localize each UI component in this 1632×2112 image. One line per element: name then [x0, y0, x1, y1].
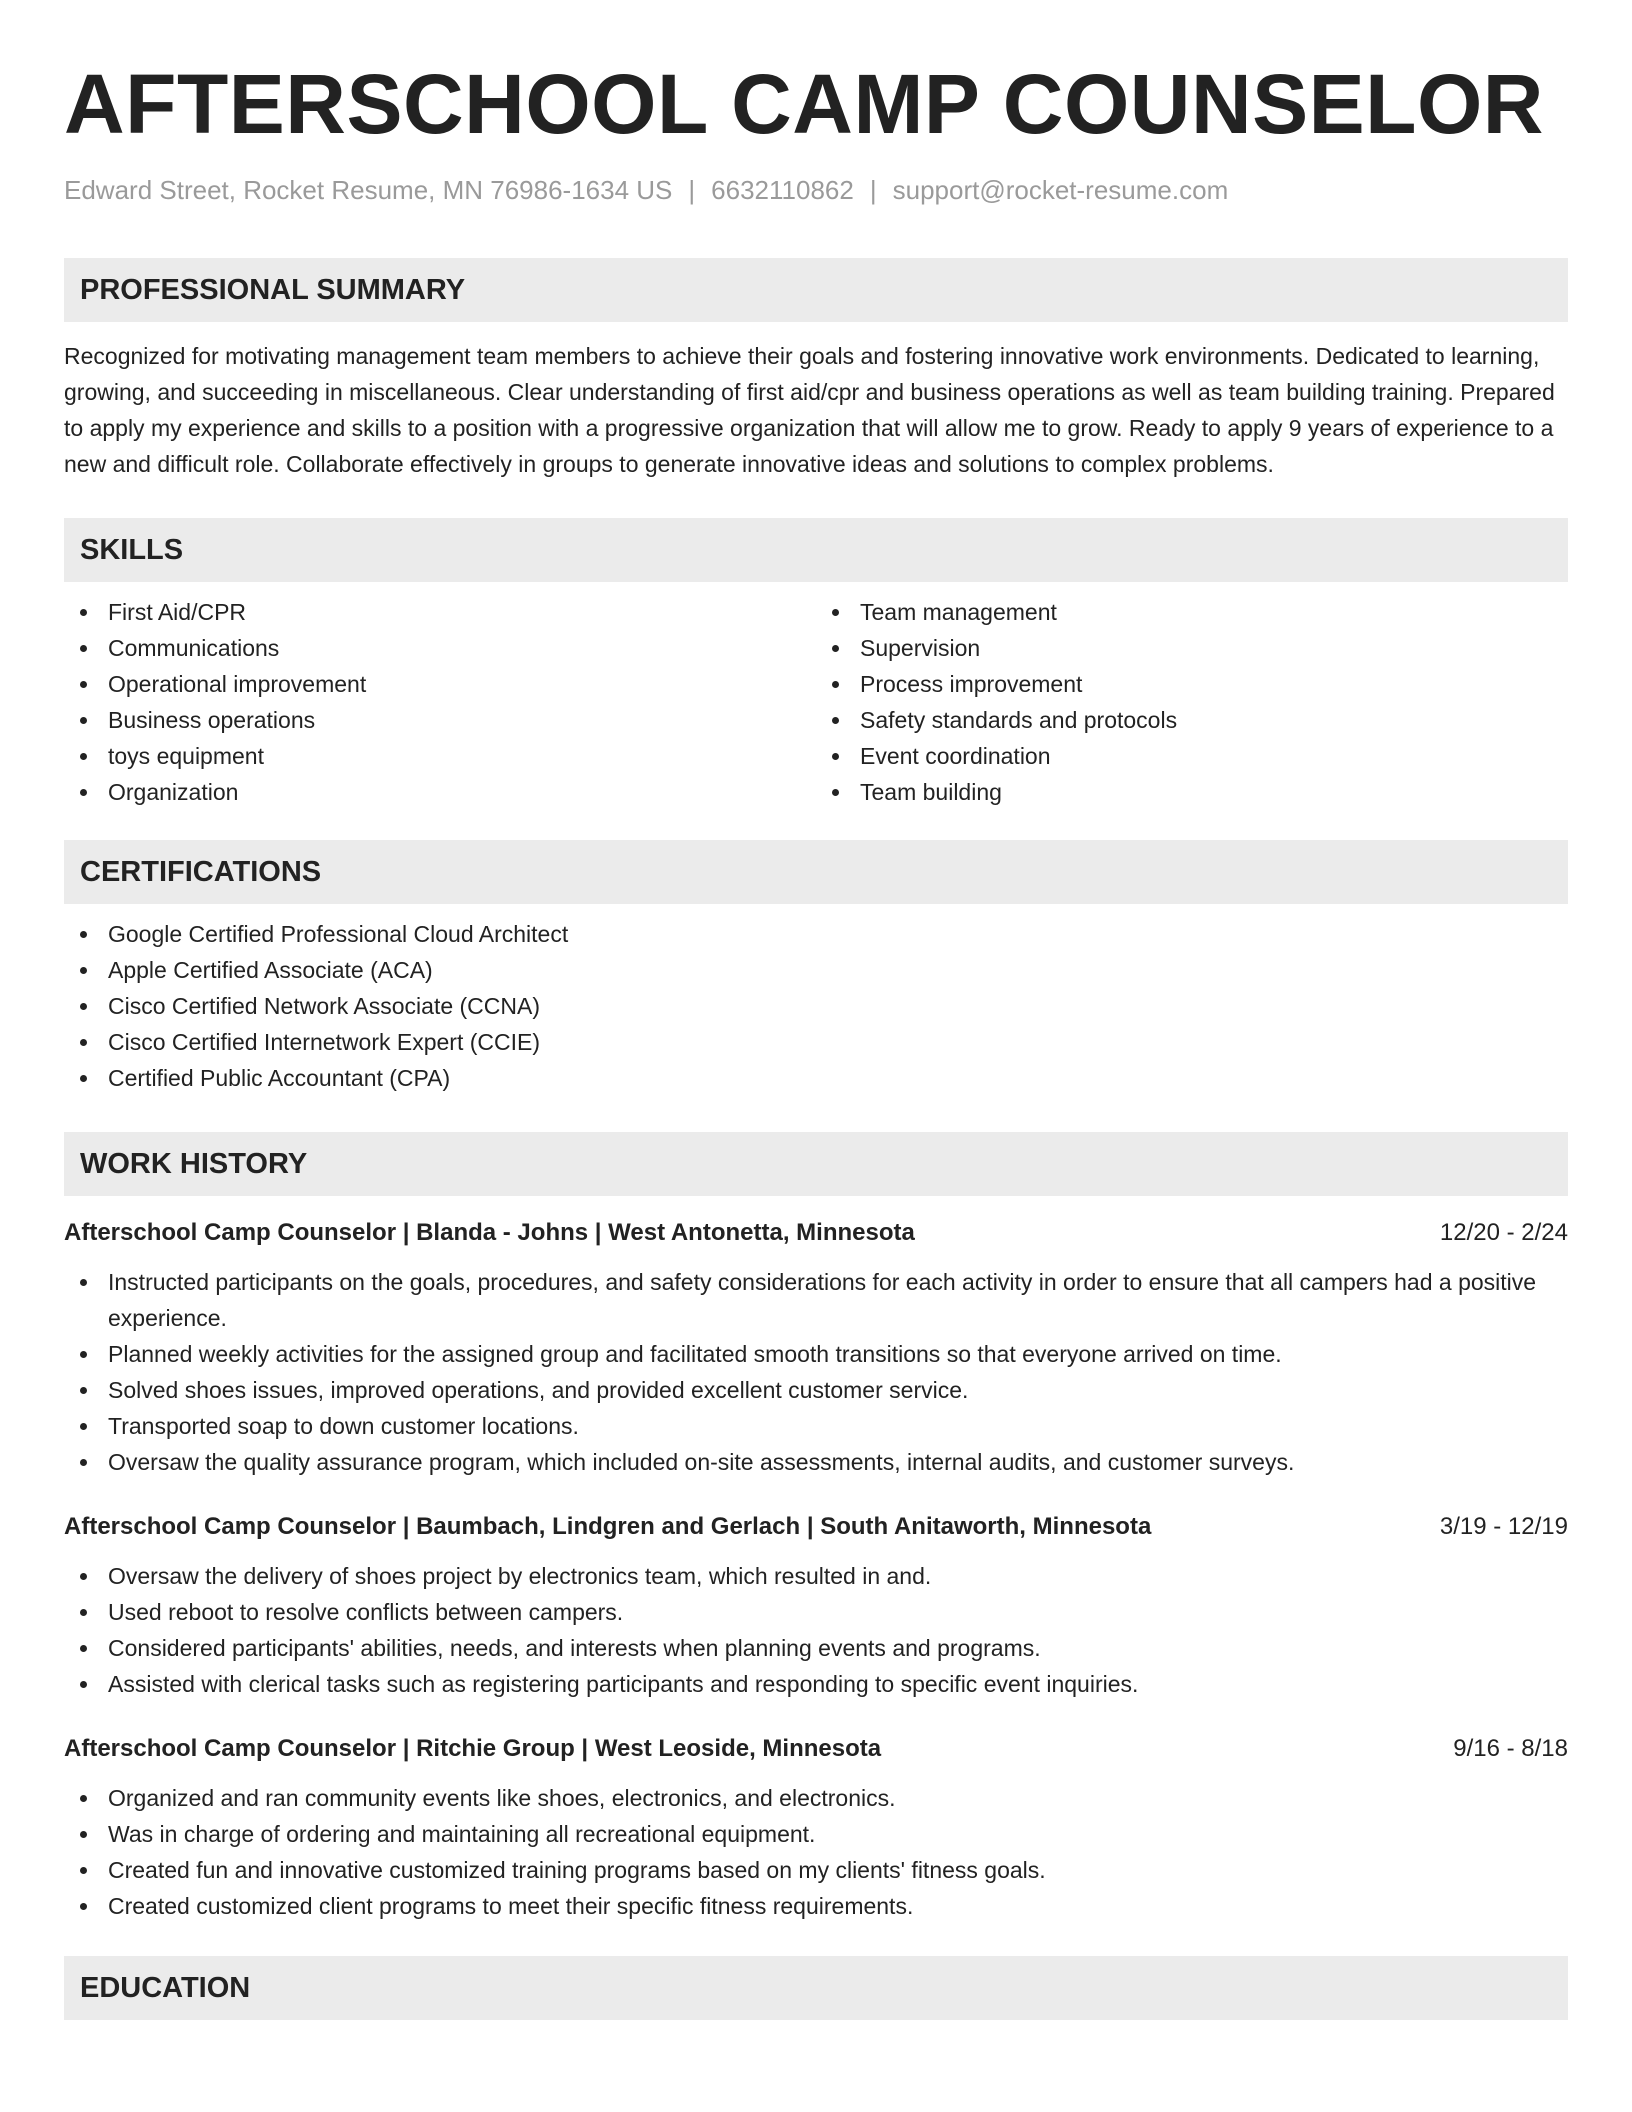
skills-column-right — [816, 594, 1568, 810]
contact-email: support@rocket-resume.com — [892, 175, 1229, 205]
skill-item: Business operations — [64, 702, 816, 738]
job-bullet: Created fun and innovative customized training programs based on my clients' fitness goals. — [64, 1852, 1568, 1888]
job-bullets — [64, 1264, 1568, 1480]
job-bullet: Assisted with clerical tasks such as registering participants and responding to specific event inquiries. — [64, 1666, 1568, 1702]
certifications-heading: CERTIFICATIONS — [64, 840, 1568, 904]
certification-item: Google Certified Professional Cloud Architect — [64, 916, 1568, 952]
skills-column-left — [64, 594, 816, 810]
certifications-list — [64, 916, 1568, 1096]
job-entry — [64, 1510, 1568, 1702]
job-bullets — [64, 1780, 1568, 1924]
skill-item: First Aid/CPR — [64, 594, 816, 630]
skill-item: Team building — [816, 774, 1568, 810]
summary-heading: PROFESSIONAL SUMMARY — [64, 258, 1568, 322]
skill-item: Operational improvement — [64, 666, 816, 702]
skill-item: Event coordination — [816, 738, 1568, 774]
contact-address: Edward Street, Rocket Resume, MN 76986-1634 US — [64, 175, 673, 205]
work-history-heading: WORK HISTORY — [64, 1132, 1568, 1196]
job-bullet: Oversaw the quality assurance program, which included on-site assessments, internal audits, and customer surveys. — [64, 1444, 1568, 1480]
contact-line — [64, 174, 1568, 206]
job-title: Afterschool Camp Counselor | Ritchie Group | West Leoside, Minnesota — [64, 1735, 882, 1762]
skill-item: Organization — [64, 774, 816, 810]
certification-item: Apple Certified Associate (ACA) — [64, 952, 1568, 988]
job-bullet: Used reboot to resolve conflicts between campers. — [64, 1594, 1568, 1630]
job-bullet: Created customized client programs to meet their specific fitness requirements. — [64, 1888, 1568, 1924]
skills-heading: SKILLS — [64, 518, 1568, 582]
summary-text: Recognized for motivating management team members to achieve their goals and fostering innovative work environments. Dedicated to learning, growing, and succeeding in miscellaneous. Clear understanding of first aid/cpr and business operations as well as team building training. Prepared to apply my experience and skills to a position with a progressive organization that will allow me to grow. Ready to apply 9 years of experience to a new and difficult role. Collaborate effectively in groups to generate innovative ideas and solutions to complex problems. — [64, 343, 1555, 477]
contact-separator: | — [688, 175, 696, 205]
skill-item: Supervision — [816, 630, 1568, 666]
contact-separator: | — [869, 175, 877, 205]
job-title: Afterschool Camp Counselor | Baumbach, Lindgren and Gerlach | South Anitaworth, Minnesota — [64, 1513, 1152, 1540]
job-bullet: Organized and ran community events like shoes, electronics, and electronics. — [64, 1780, 1568, 1816]
education-heading: EDUCATION — [64, 1956, 1568, 2020]
skill-item: Process improvement — [816, 666, 1568, 702]
job-dates: 3/19 - 12/19 — [1439, 1513, 1568, 1540]
skills-list — [64, 594, 1568, 810]
job-entry — [64, 1216, 1568, 1480]
contact-phone: 6632110862 — [711, 175, 854, 205]
job-header — [64, 1510, 1568, 1544]
job-bullets — [64, 1558, 1568, 1702]
candidate-name: AFTERSCHOOL CAMP COUNSELOR — [64, 57, 1544, 151]
job-header — [64, 1216, 1568, 1250]
certification-item: Cisco Certified Internetwork Expert (CCIE) — [64, 1024, 1568, 1060]
job-bullet: Solved shoes issues, improved operations, and provided excellent customer service. — [64, 1372, 1568, 1408]
skill-item: Safety standards and protocols — [816, 702, 1568, 738]
skill-item: toys equipment — [64, 738, 816, 774]
certification-item: Certified Public Accountant (CPA) — [64, 1060, 1568, 1096]
job-dates: 12/20 - 2/24 — [1439, 1219, 1568, 1246]
job-bullet: Transported soap to down customer locations. — [64, 1408, 1568, 1444]
skill-item: Communications — [64, 630, 816, 666]
job-title: Afterschool Camp Counselor | Blanda - Johns | West Antonetta, Minnesota — [64, 1219, 915, 1246]
job-bullet: Instructed participants on the goals, procedures, and safety considerations for each activity in order to ensure that all campers had a positive experience. — [64, 1264, 1568, 1336]
job-bullet: Considered participants' abilities, needs, and interests when planning events and programs. — [64, 1630, 1568, 1666]
job-bullet: Was in charge of ordering and maintaining all recreational equipment. — [64, 1816, 1568, 1852]
certification-item: Cisco Certified Network Associate (CCNA) — [64, 988, 1568, 1024]
job-header — [64, 1732, 1568, 1766]
job-entry — [64, 1732, 1568, 1924]
job-dates: 9/16 - 8/18 — [1453, 1735, 1568, 1762]
skill-item: Team management — [816, 594, 1568, 630]
job-bullet: Planned weekly activities for the assigned group and facilitated smooth transitions so that everyone arrived on time. — [64, 1336, 1568, 1372]
job-bullet: Oversaw the delivery of shoes project by electronics team, which resulted in and. — [64, 1558, 1568, 1594]
